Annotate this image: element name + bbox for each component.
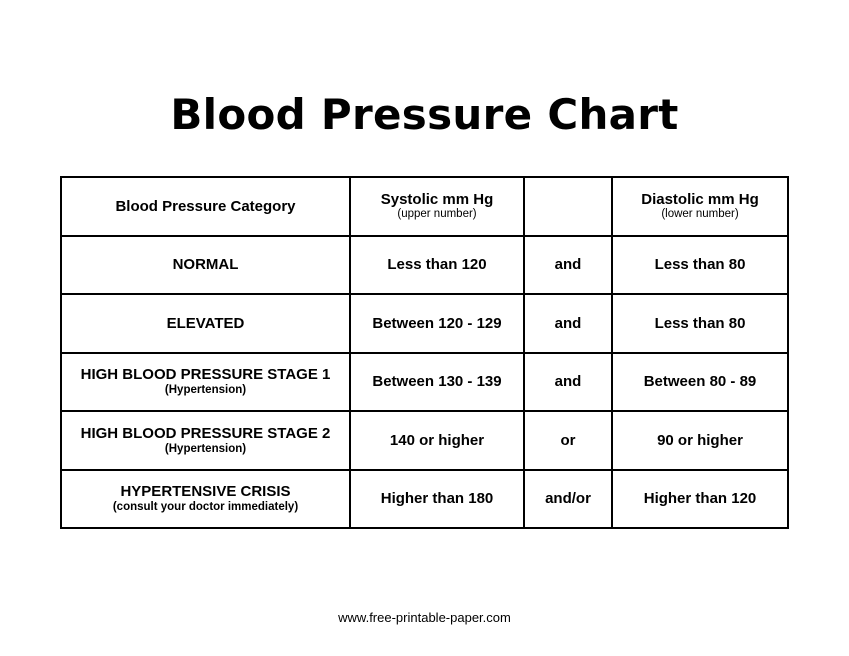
- diastolic-cell: 90 or higher: [612, 411, 788, 470]
- category-cell: [61, 236, 350, 295]
- category-label: HIGH BLOOD PRESSURE STAGE 1: [80, 366, 331, 384]
- connector-cell: or: [524, 411, 612, 470]
- diastolic-cell: Less than 80: [612, 294, 788, 353]
- table-row: [61, 411, 788, 470]
- category-sublabel: (Hypertension): [164, 442, 247, 455]
- header-diastolic-sublabel: (lower number): [661, 208, 739, 221]
- systolic-cell: Less than 120: [350, 236, 524, 295]
- category-cell: [61, 353, 350, 412]
- category-cell: [61, 411, 350, 470]
- blood-pressure-table: [60, 176, 789, 529]
- header-systolic-label: Systolic mm Hg: [380, 191, 494, 209]
- table-header-row: [61, 177, 788, 236]
- systolic-cell: Higher than 180: [350, 470, 524, 529]
- category-cell: [61, 470, 350, 529]
- table-row: [61, 470, 788, 529]
- category-label: ELEVATED: [166, 314, 245, 332]
- connector-cell: and: [524, 294, 612, 353]
- header-diastolic: [612, 177, 788, 236]
- diastolic-cell: Between 80 - 89: [612, 353, 788, 412]
- category-sublabel: (consult your doctor immediately): [112, 501, 299, 514]
- connector-cell: and: [524, 353, 612, 412]
- systolic-cell: Between 120 - 129: [350, 294, 524, 353]
- systolic-cell: Between 130 - 139: [350, 353, 524, 412]
- table-row: [61, 353, 788, 412]
- header-systolic-sublabel: (upper number): [397, 208, 477, 221]
- footer-website: www.free-printable-paper.com: [338, 610, 511, 625]
- header-diastolic-label: Diastolic mm Hg: [641, 191, 759, 209]
- header-category-label: Blood Pressure Category: [115, 197, 296, 215]
- table-row: [61, 294, 788, 353]
- header-systolic: [350, 177, 524, 236]
- connector-cell: and: [524, 236, 612, 295]
- page-title: Blood Pressure Chart: [170, 90, 679, 139]
- header-connector: [524, 177, 612, 236]
- header-category: [61, 177, 350, 236]
- table-row: [61, 236, 788, 295]
- category-cell: [61, 294, 350, 353]
- systolic-cell: 140 or higher: [350, 411, 524, 470]
- connector-cell: and/or: [524, 470, 612, 529]
- diastolic-cell: Less than 80: [612, 236, 788, 295]
- diastolic-cell: Higher than 120: [612, 470, 788, 529]
- category-label: HIGH BLOOD PRESSURE STAGE 2: [80, 424, 331, 442]
- category-sublabel: (Hypertension): [164, 384, 247, 397]
- category-label: NORMAL: [172, 256, 239, 274]
- category-label: HYPERTENSIVE CRISIS: [120, 483, 291, 501]
